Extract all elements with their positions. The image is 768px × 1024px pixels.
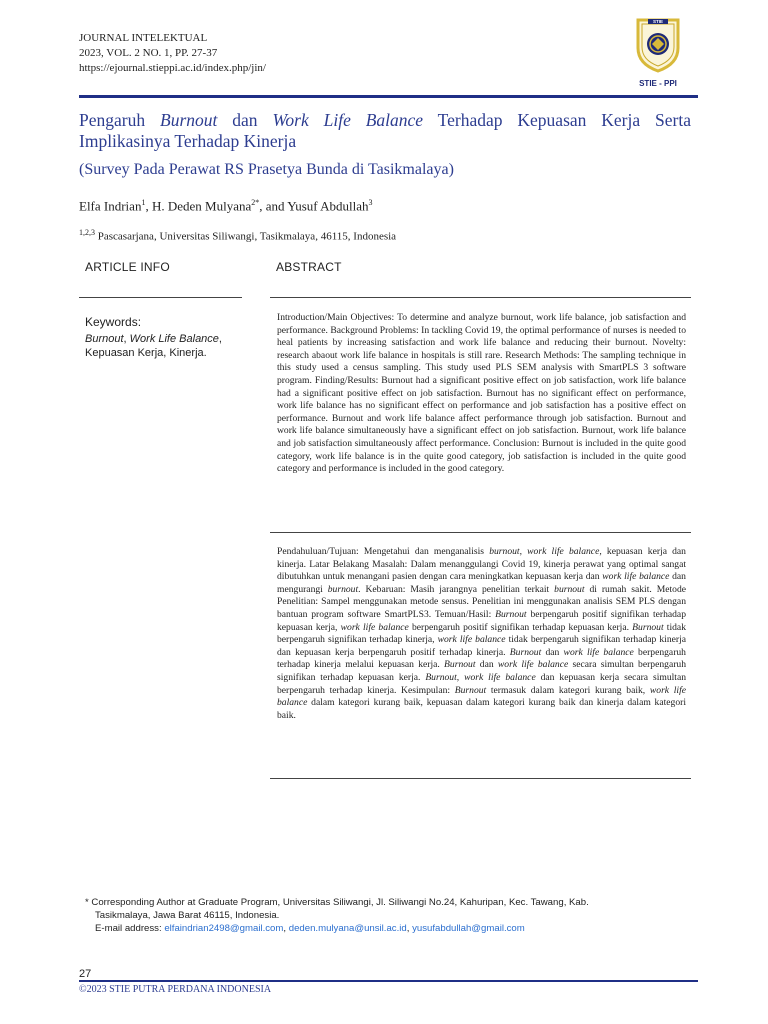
- text-run: berpengaruh positif signifikan terhadap kepuasan kerja.: [408, 621, 633, 633]
- text-run: dan: [217, 110, 273, 130]
- footnote-line: Corresponding Author at Graduate Program, Universitas Siliwangi, Jl. Siliwangi No.24, Kahuripan, Kec. Tawang, Kab.: [88, 897, 589, 908]
- page-number: 27: [79, 968, 92, 980]
- text-run: tidak berpengaruh signifikan terhadap kinerja,: [277, 621, 686, 646]
- email-label: E-mail address:: [95, 923, 165, 934]
- text-run: dan: [475, 659, 498, 671]
- svg-text:STIE: STIE: [652, 19, 664, 25]
- article-subtitle: (Survey Pada Perawat RS Prasetya Bunda di Tasikmalaya): [79, 161, 454, 178]
- abstract-heading: ABSTRACT: [276, 260, 342, 274]
- text-run: . Kebaruan: Masih jarangnya penelitian terkait: [358, 583, 555, 595]
- text-run: Pengaruh: [79, 110, 160, 130]
- footnote: [85, 896, 685, 935]
- divider: [270, 778, 691, 779]
- footnote-marker: *: [85, 897, 89, 908]
- journal-name: JOURNAL INTELEKTUAL: [79, 32, 208, 44]
- text-run: work life balance: [602, 571, 670, 583]
- email-line: E-mail address: elfaindrian2498@gmail.com, deden.mulyana@unsil.ac.id, yusufabdullah@gmail.com: [95, 923, 525, 934]
- keywords-text: [85, 332, 245, 360]
- author-marker: 2*: [251, 198, 260, 207]
- abstract-indonesian: [277, 546, 686, 722]
- footnote-line: Tasikmalaya, Jawa Barat 46115, Indonesia.: [95, 910, 280, 921]
- stie-logo-icon: [630, 14, 686, 74]
- text-run: burnout: [327, 583, 359, 595]
- text-run: berpengaruh positif signifikan terhadap kepuasan kerja,: [277, 608, 686, 633]
- text-run: Work Life Balance: [129, 333, 219, 345]
- text-run: di rumah sakit. Metode Penelitian: Sampel menggunakan metode sensus. Penelitian ini menggunakan analisis SEM PLS dengan bantuan program software SmartPLS3. Temuan/Hasil:: [277, 583, 686, 620]
- text-run: work life balance: [497, 659, 569, 671]
- divider: [79, 297, 242, 298]
- text-run: Work Life Balance: [272, 110, 424, 130]
- text-run: Burnout: [495, 608, 527, 620]
- text-run: work life balance: [340, 621, 409, 633]
- text-run: , kepuasan kerja dan kinerja. Latar Belakang Masalah: Dalam menanggulangi Covid 19, kinerja perawat yang optimal sangat dibutuhkan untuk menangani pasien dengan cara meningkatkan kepuasan kerja dan: [277, 546, 686, 583]
- journal-issue: 2023, VOL. 2 NO. 1, PP. 27-37: [79, 47, 218, 59]
- abstract-english: Introduction/Main Objectives: To determine and analyze burnout, work life balance, job satisfaction and performance. Background Problems: In tackling Covid 19, the optimal performance of nurses is needed to heal patients by increasing satisfaction and work life balance and reducing their burnout. Novelty: research abaout work life balance in hospitals is still rare. Research Methods: The sampling technique in this study used a census sampling. This study used PLS SEM analysis with SmartPLS 3 software program. Finding/Results: Burnout had a significant positive effect on job satisfaction, work life balance had a significant positive effect on job satisfaction. Burnout has no significant effect on performance, work life balance has no significant effect on performance and job satisfaction has a positive effect on performance. Burnout and work life balance affect performance through job satisfaction. Burnout and work life balance simultaneously have a significant effect on job satisfaction. Burnout, work life balance and job satisfaction simultaneously affect performance. Conclusion: Burnout is included in the quite good category, work life balance is in the quite good category, job satisfaction is included in the quite good category and performance is included in the good category.: [277, 312, 686, 475]
- text-run: work life balance: [563, 646, 634, 658]
- copyright: ©2023 STIE PUTRA PERDANA INDONESIA: [79, 984, 272, 995]
- logo-caption: STIE - PPI: [639, 79, 677, 88]
- text-run: Terhadap Kepuasan Kerja Serta Implikasinya Terhadap Kinerja: [79, 110, 691, 151]
- author-name: Elfa Indrian: [79, 198, 142, 214]
- text-run: termasuk dalam kategori kurang baik,: [486, 684, 650, 696]
- email-link[interactable]: elfaindrian2498@gmail.com: [164, 923, 284, 934]
- text-run: ,: [123, 333, 130, 345]
- text-run: dan mengurangi: [277, 571, 686, 595]
- journal-url[interactable]: https://ejournal.stieppi.ac.id/index.php/jin/: [79, 62, 266, 74]
- article-info-heading: ARTICLE INFO: [85, 260, 170, 274]
- journal-header: [79, 31, 266, 76]
- author-list: [79, 198, 373, 214]
- text-run: Burnout: [444, 659, 476, 671]
- text-run: berpengaruh terhadap kinerja melalui kepuasan kerja.: [277, 646, 686, 671]
- text-run: burnout, work life balance: [489, 546, 600, 557]
- text-run: Burnout: [632, 621, 664, 633]
- divider: [270, 532, 691, 533]
- text-run: Burnout: [160, 110, 218, 130]
- text-run: work life balance: [277, 684, 686, 709]
- author-marker: 1: [141, 198, 146, 207]
- text-run: Burnout: [454, 684, 487, 696]
- footer-rule: [79, 980, 698, 982]
- author-marker: 3: [368, 198, 373, 207]
- text-run: , Kepuasan Kerja, Kinerja.: [85, 333, 222, 359]
- text-run: Burnout: [509, 646, 542, 658]
- text-run: burnout: [554, 583, 585, 595]
- divider: [270, 297, 691, 298]
- text-run: Burnout: [85, 333, 124, 345]
- affiliation-marker: 1,2,3: [79, 228, 95, 237]
- text-run: dalam kategori kurang baik, kepuasan dalam kategori kurang baik dan kinerja dalam kategori baik.: [277, 697, 686, 721]
- header-rule: [79, 95, 698, 98]
- email-link[interactable]: yusufabdullah@gmail.com: [412, 923, 525, 934]
- keywords-label: Keywords:: [85, 315, 142, 329]
- text-run: work life balance: [437, 634, 506, 646]
- text-run: Burnout, work life balance: [425, 671, 536, 683]
- text-run: dan: [541, 646, 564, 658]
- article-title: [79, 110, 691, 152]
- text-run: Pendahuluan/Tujuan: Mengetahui dan menganalisis: [277, 546, 490, 557]
- text-run: tidak berpengaruh signifikan terhadap kinerja dan kepuasan kerja berpengaruh positif terhadap kinerja.: [277, 634, 686, 658]
- author-name: H. Deden Mulyana: [151, 198, 252, 214]
- author-separator: ,: [145, 198, 152, 214]
- author-name: Yusuf Abdullah: [287, 198, 369, 214]
- email-link[interactable]: deden.mulyana@unsil.ac.id: [288, 923, 407, 934]
- text-run: secara simultan berpengaruh signifikan terhadap kepuasan kerja.: [277, 659, 687, 683]
- author-separator: , and: [259, 198, 288, 214]
- text-run: dan kepuasan kerja secara simultan berpengaruh terhadap kinerja. Kesimpulan:: [277, 671, 687, 696]
- affiliation-text: Pascasarjana, Universitas Siliwangi, Tasikmalaya, 46115, Indonesia: [95, 230, 397, 243]
- affiliation: [79, 228, 396, 243]
